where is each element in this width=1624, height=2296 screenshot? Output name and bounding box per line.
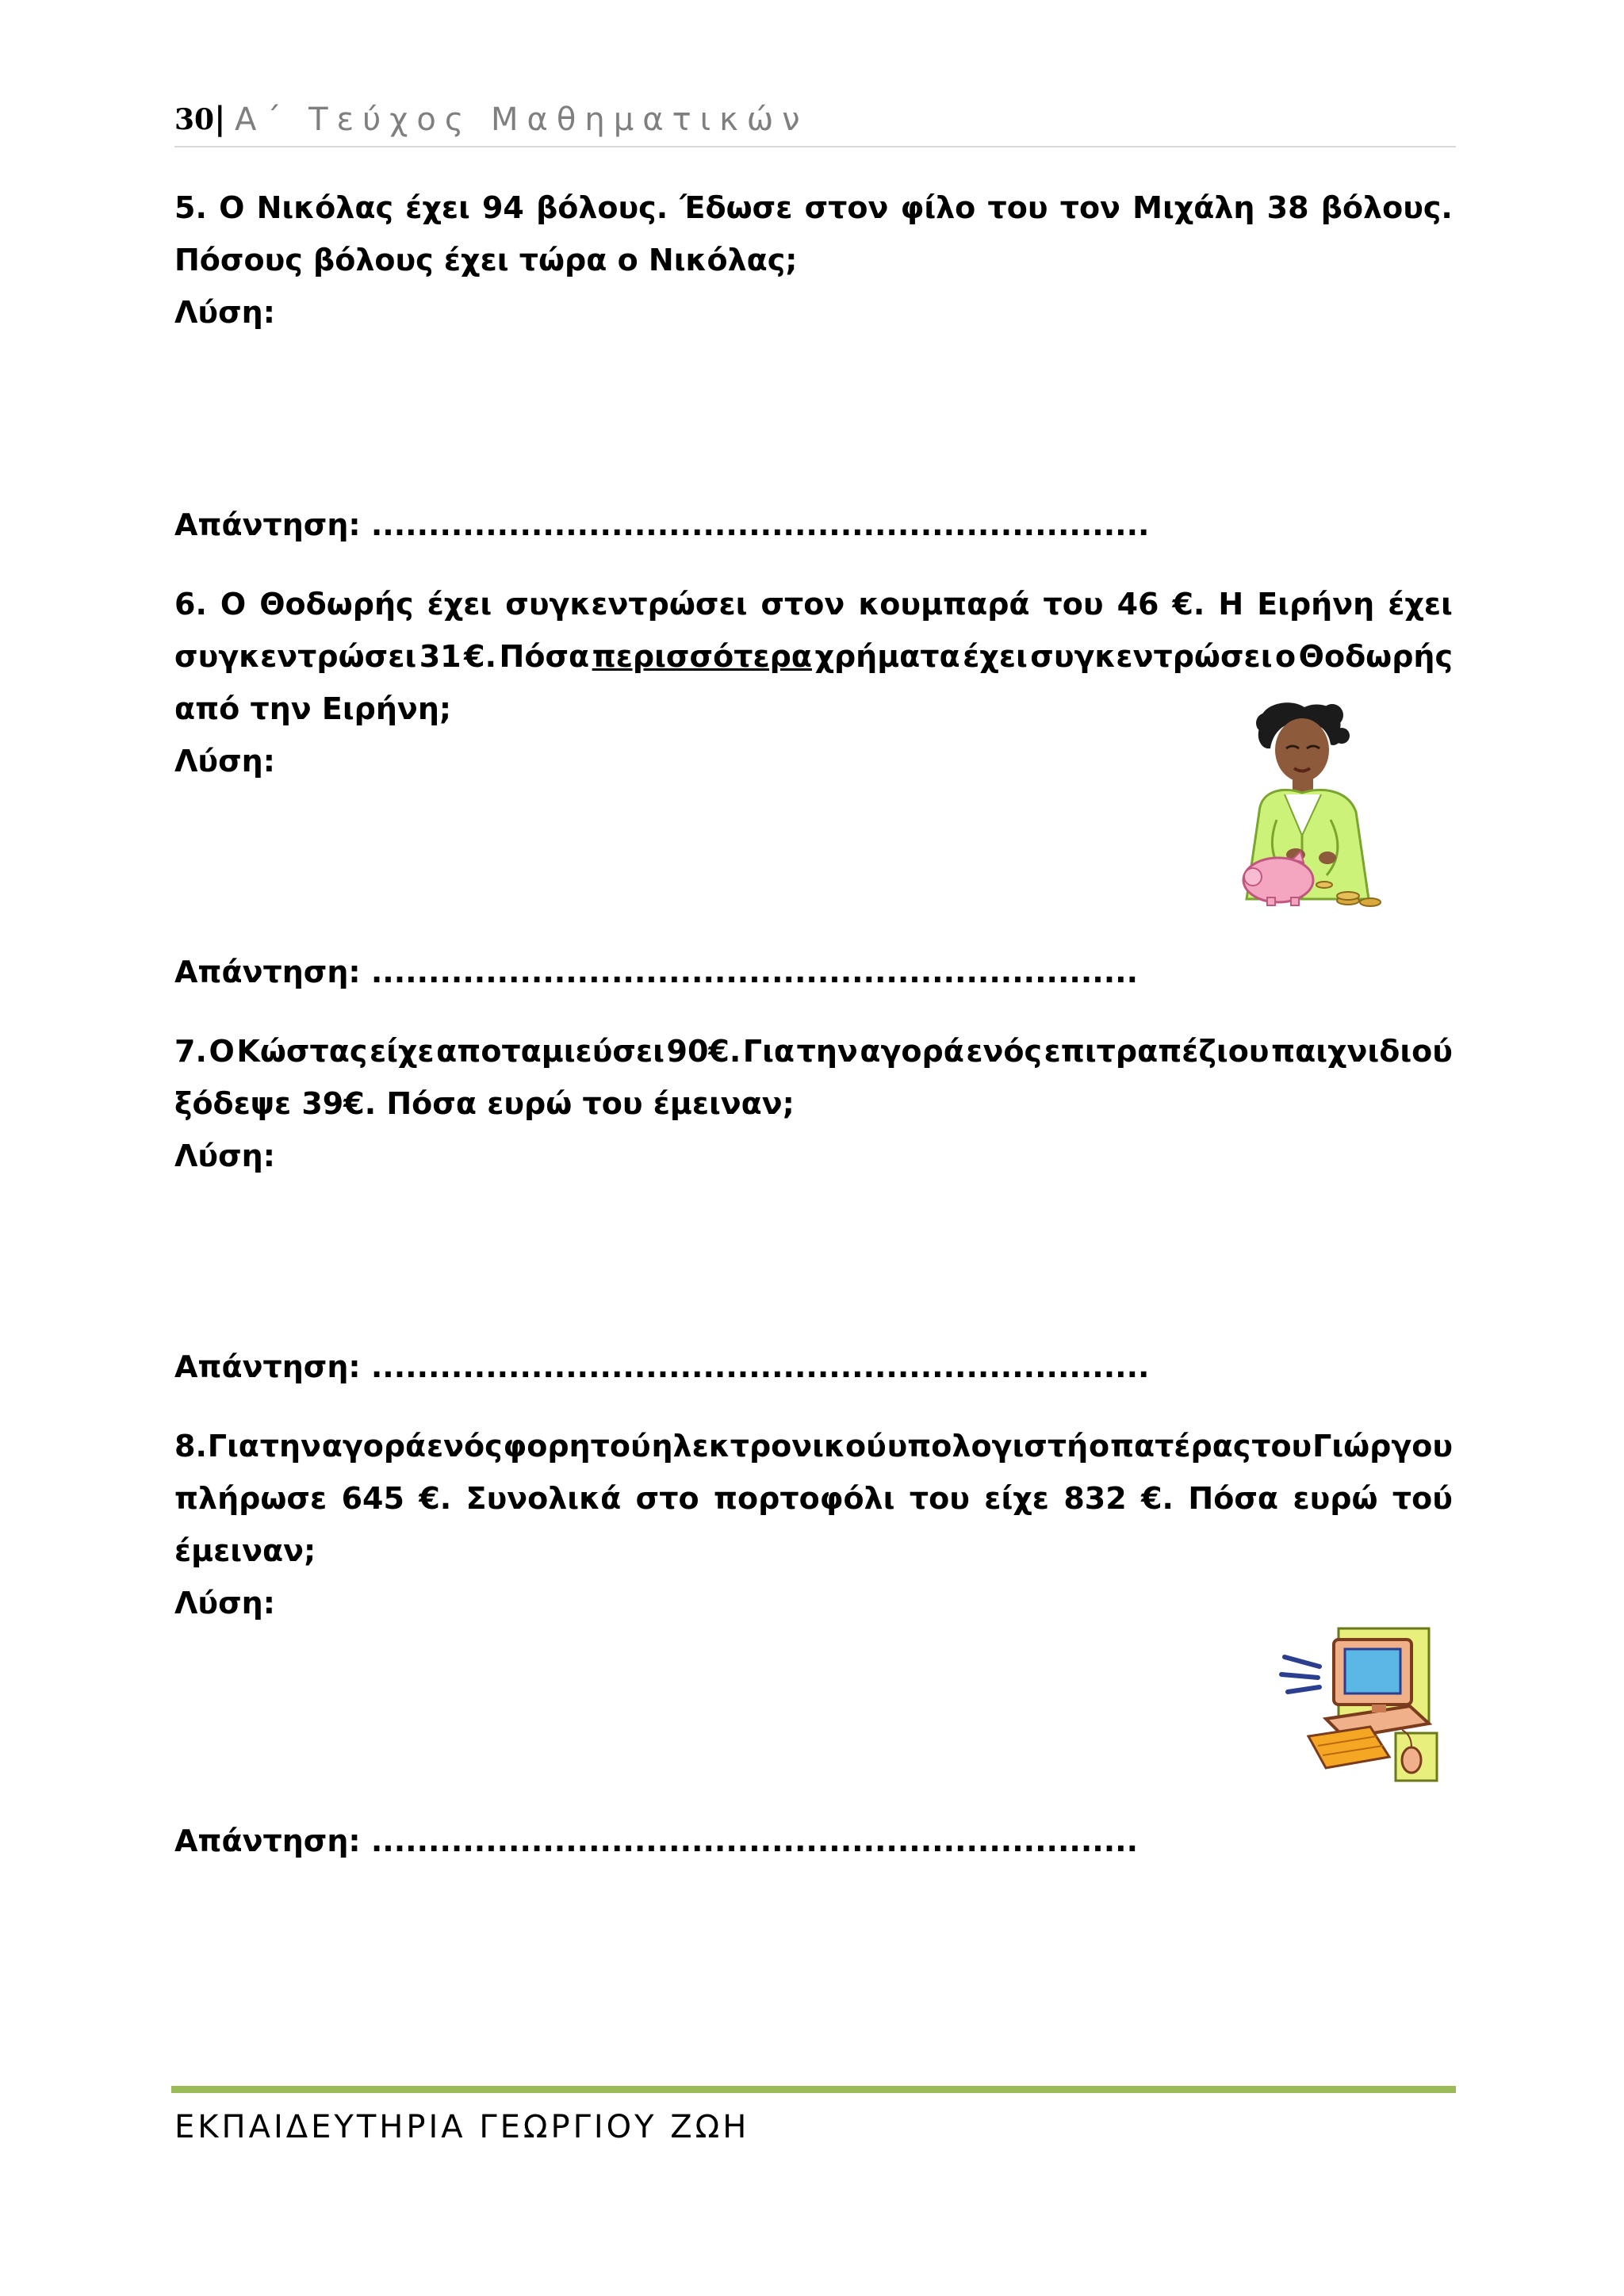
problem-5-solution-label: Λύση: bbox=[174, 295, 275, 330]
word: του bbox=[1043, 587, 1104, 622]
problem-7-solution-label: Λύση: bbox=[174, 1138, 275, 1173]
word: στον bbox=[804, 190, 889, 225]
word: του bbox=[1251, 1429, 1312, 1464]
word: 832 bbox=[1063, 1481, 1127, 1516]
word: ο bbox=[1275, 639, 1297, 674]
word: Θοδωρής bbox=[1298, 639, 1453, 674]
word: Θοδωρής bbox=[259, 587, 414, 622]
word: χρήματα bbox=[814, 639, 960, 674]
word: 46 bbox=[1116, 587, 1159, 622]
problem-8-solution-label: Λύση: bbox=[174, 1586, 275, 1621]
word: βόλους. bbox=[1320, 190, 1453, 225]
problem-5-answer-line: Απάντηση: .................................................................... bbox=[174, 507, 1150, 542]
word: €. bbox=[1172, 587, 1205, 622]
word: του bbox=[987, 190, 1048, 225]
problem-7-answer-line: Απάντηση: .................................................................... bbox=[174, 1349, 1150, 1384]
word: ενός bbox=[427, 1429, 503, 1464]
word: αγορά bbox=[321, 1429, 427, 1464]
word: στον bbox=[760, 587, 845, 622]
word: Ο bbox=[209, 1034, 235, 1069]
word: Πόσα bbox=[499, 639, 590, 674]
footer-text: ΕΚΠΑΙΔΕΥΤΗΡΙΑ ΓΕΩΡΓΙΟΥ ΖΩΗ bbox=[174, 2109, 750, 2145]
word: Συνολικά bbox=[465, 1481, 622, 1516]
word: επιτραπέζιου bbox=[1044, 1034, 1270, 1069]
word: Για bbox=[742, 1034, 795, 1069]
header-title: Α΄ Τεύχος Μαθηματικών bbox=[235, 101, 809, 138]
word: €. bbox=[419, 1481, 452, 1516]
problem-6-line-2 bbox=[174, 633, 1453, 680]
page-header bbox=[174, 100, 1456, 147]
word: Πόσα bbox=[1188, 1481, 1279, 1516]
word: αποταμιεύσει bbox=[436, 1034, 665, 1069]
word: παιχνιδιού bbox=[1271, 1034, 1453, 1069]
word: Μιχάλη bbox=[1132, 190, 1255, 225]
page-number: 30 bbox=[174, 103, 215, 136]
problem-5-line-2: Πόσους βόλους έχει τώρα ο Νικόλας; bbox=[174, 243, 798, 277]
word: ο bbox=[1089, 1429, 1110, 1464]
word: Νικόλας bbox=[256, 190, 393, 225]
word: έχει bbox=[427, 587, 492, 622]
word: την bbox=[796, 1034, 858, 1069]
problem-8-line-3: έμειναν; bbox=[174, 1533, 316, 1568]
word: φορητού bbox=[503, 1429, 651, 1464]
word: συγκεντρώσει bbox=[505, 587, 748, 622]
header-separator: | bbox=[214, 100, 226, 137]
problem-8-line-2 bbox=[174, 1475, 1453, 1522]
word: Γιώργου bbox=[1312, 1429, 1453, 1464]
word: 645 bbox=[341, 1481, 404, 1516]
word: την bbox=[259, 1429, 321, 1464]
word: βόλους. bbox=[536, 190, 668, 225]
word: είχε bbox=[984, 1481, 1049, 1516]
problem-6-line-3: από την Ειρήνη; bbox=[174, 691, 452, 726]
word: τού bbox=[1392, 1481, 1453, 1516]
problem-8-line-1 bbox=[174, 1422, 1453, 1470]
problem-6-line-1 bbox=[174, 580, 1453, 628]
word: περισσότερα bbox=[592, 639, 812, 674]
word: 94 bbox=[481, 190, 524, 225]
word: €. bbox=[464, 639, 497, 674]
word: Κώστας bbox=[236, 1034, 368, 1069]
word: φίλο bbox=[900, 190, 976, 225]
word: του bbox=[909, 1481, 970, 1516]
word: Ο bbox=[219, 190, 245, 225]
word: αγορά bbox=[860, 1034, 964, 1069]
word: ενός bbox=[966, 1034, 1043, 1069]
word: υπολογιστή bbox=[887, 1429, 1089, 1464]
word: ηλεκτρονικού bbox=[651, 1429, 887, 1464]
problem-7-line-2: ξόδεψε 39€. Πόσα ευρώ του έμειναν; bbox=[174, 1086, 795, 1121]
word: έχει bbox=[1388, 587, 1453, 622]
word: Ο bbox=[220, 587, 247, 622]
word: τον bbox=[1059, 190, 1120, 225]
problem-5-line-1 bbox=[174, 184, 1453, 232]
word: πατέρας bbox=[1109, 1429, 1251, 1464]
problem-6-answer-line: Απάντηση: ................................................................... bbox=[174, 955, 1139, 989]
word: πλήρωσε bbox=[174, 1481, 327, 1516]
word: κουμπαρά bbox=[858, 587, 1030, 622]
computer-icon bbox=[1277, 1617, 1451, 1784]
problem-6-solution-label: Λύση: bbox=[174, 744, 275, 779]
word: 5. bbox=[174, 190, 207, 225]
word: 90€. bbox=[666, 1034, 741, 1069]
word: είχε bbox=[369, 1034, 435, 1069]
word: Έδωσε bbox=[680, 190, 793, 225]
word: 7. bbox=[174, 1034, 207, 1069]
problem-7-line-1 bbox=[174, 1027, 1453, 1075]
word: συγκεντρώσει bbox=[1030, 639, 1273, 674]
word: συγκεντρώσει bbox=[174, 639, 417, 674]
woman-piggy-bank-icon bbox=[1229, 701, 1396, 915]
problem-8-answer-line: Απάντηση: ................................................................... bbox=[174, 1823, 1139, 1858]
word: Ειρήνη bbox=[1257, 587, 1375, 622]
word: Για bbox=[207, 1429, 259, 1464]
footer-rule bbox=[171, 2086, 1456, 2093]
word: 8. bbox=[174, 1429, 207, 1464]
word: 31 bbox=[419, 639, 462, 674]
word: 38 bbox=[1266, 190, 1309, 225]
word: στο bbox=[635, 1481, 699, 1516]
word: 6. bbox=[174, 587, 207, 622]
word: €. bbox=[1141, 1481, 1174, 1516]
word: έχει bbox=[405, 190, 470, 225]
word: πορτοφόλι bbox=[714, 1481, 895, 1516]
word: ευρώ bbox=[1293, 1481, 1378, 1516]
word: Η bbox=[1218, 587, 1244, 622]
word: έχει bbox=[963, 639, 1028, 674]
